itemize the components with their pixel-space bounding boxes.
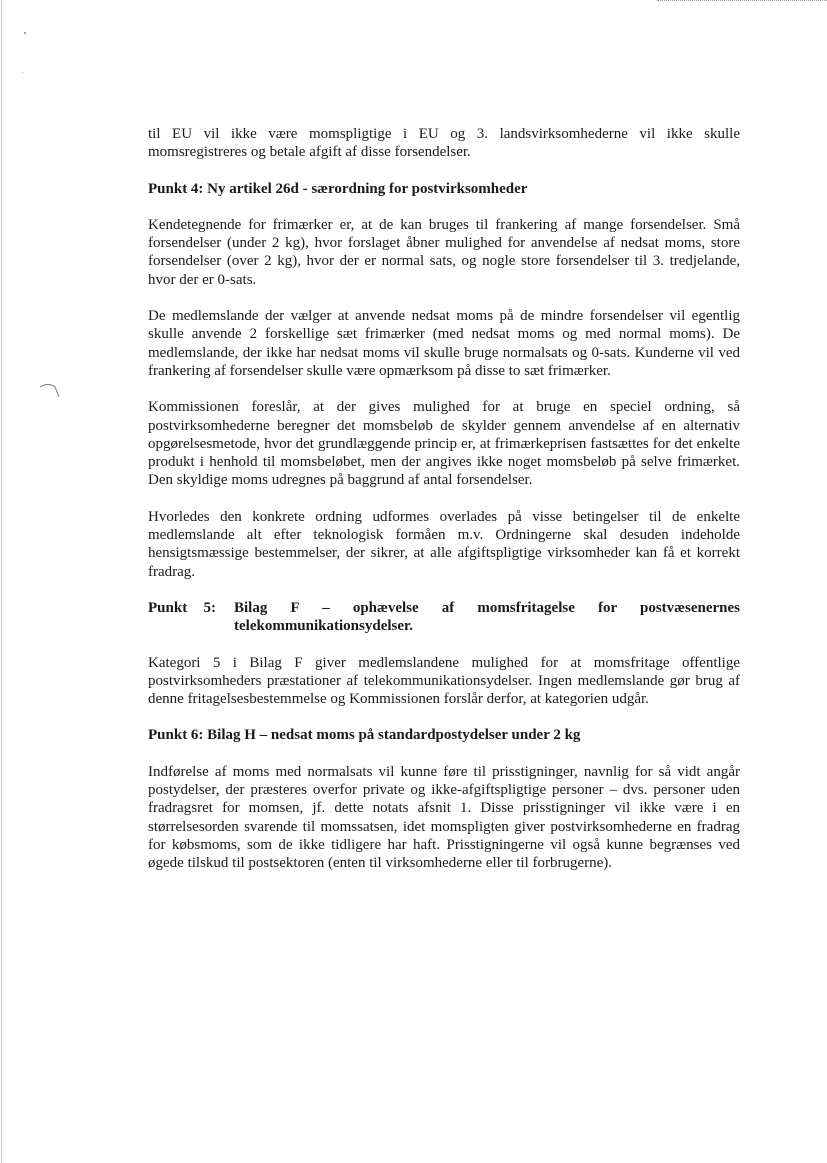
section-heading-punkt5 <box>148 599 740 636</box>
heading-label <box>148 599 234 636</box>
paragraph: Kategori 5 i Bilag F giver medlemslandene mulighed for at momsfritage offentlige postvirksomheders præstationer af telekommunikationsydelser. Ingen medlemslande gør brug af denne fritagelsesbestemmelse og Kommissionen forslår derfor, at kategorien udgår. <box>148 654 740 708</box>
paragraph: Kendetegnende for frimærker er, at de kan bruges til frankering af mange forsendelser. Små forsendelser (under 2 kg), hvor forslaget åbner mulighed for anvendelse af nedsat moms, store forsendelser (over 2 kg), hvor der er normal sats, og nogle store forsendelser til 3. tredjelande, hvor der er 0-sats. <box>148 216 740 288</box>
heading-label-word: Punkt <box>148 599 188 616</box>
paragraph: Kommissionen foreslår, at der gives mulighed for at bruge en speciel ordning, så postvirksomhederne beregner det momsbeløb de skylder gennem anvendelse af en alternativ opgørelsesmetode, hvor det grundlæggende princip er, at frimærkeprisen fastsættes for det enkelte produkt i henhold til momsbeløbet, men der angives ikke noget momsbeløb på selve frimærket. Den skyldige moms udregnes på baggrund af antal forsendelser. <box>148 399 740 489</box>
document-body <box>148 125 740 891</box>
section-heading-punkt6: Punkt 6: Bilag H – nedsat moms på standardpostydelser under 2 kg <box>148 727 581 744</box>
paragraph: Hvorledes den konkrete ordning udformes overlades på visse betingelser til de enkelte medlemslande alt efter teknologisk formåen m.v. Ordningerne skal desuden indeholde hensigtsmæssige bestemmelser, der sikrer, at alle afgiftspligtige virksomheder kan få et korrekt fradrag. <box>148 508 740 580</box>
heading-line: telekommunikationsydelser. <box>234 618 414 635</box>
paragraph: til EU vil ikke være momspligtige i EU og 3. landsvirksomhederne vil ikke skulle momsregistreres og betale afgift af disse forsendelser. <box>148 126 740 161</box>
hole-punch-mark <box>38 383 60 405</box>
heading-body <box>234 599 740 636</box>
section-heading-punkt4: Punkt 4: Ny artikel 26d - særordning for postvirksomheder <box>148 180 528 197</box>
scan-top-dots <box>657 0 827 5</box>
heading-label-number: 5: <box>203 599 216 616</box>
paragraph: De medlemslande der vælger at anvende nedsat moms på de mindre forsendelser vil egentlig skulle anvende 2 forskellige sæt frimærker (med nedsat moms og med normal moms). De medlemslande, der ikke har nedsat moms vil skulle bruge normalsats og 0-sats. Kunderne vil ved frankering af forsendelser skulle være opmærksom på disse to sæt frimærker. <box>148 308 740 379</box>
scan-speck <box>24 32 26 34</box>
paragraph: Indførelse af moms med normalsats vil kunne føre til prisstigninger, navnlig for så vidt angår postydelser, der præsteres overfor private og ikke-afgiftspligtige personer – dvs. personer uden fradragsret for momsen, jf. dette notats afsnit 1. Disse prisstigninger vil ikke være i en størrelsesorden svarende til momssatsen, idet momspligten giver postvirksomhederne en fradrag for købsmoms, som de ikke tidligere har haft. Prisstigningerne vil også kunne begrænses ved øgede tilskud til postsektoren (enten til virksomhederne eller til forbrugerne). <box>148 763 740 872</box>
heading-line: Bilag F – ophævelse af momsfritagelse for postvæsenernes <box>234 599 740 616</box>
scan-speck <box>22 72 23 73</box>
scan-left-edge <box>1 0 2 1163</box>
